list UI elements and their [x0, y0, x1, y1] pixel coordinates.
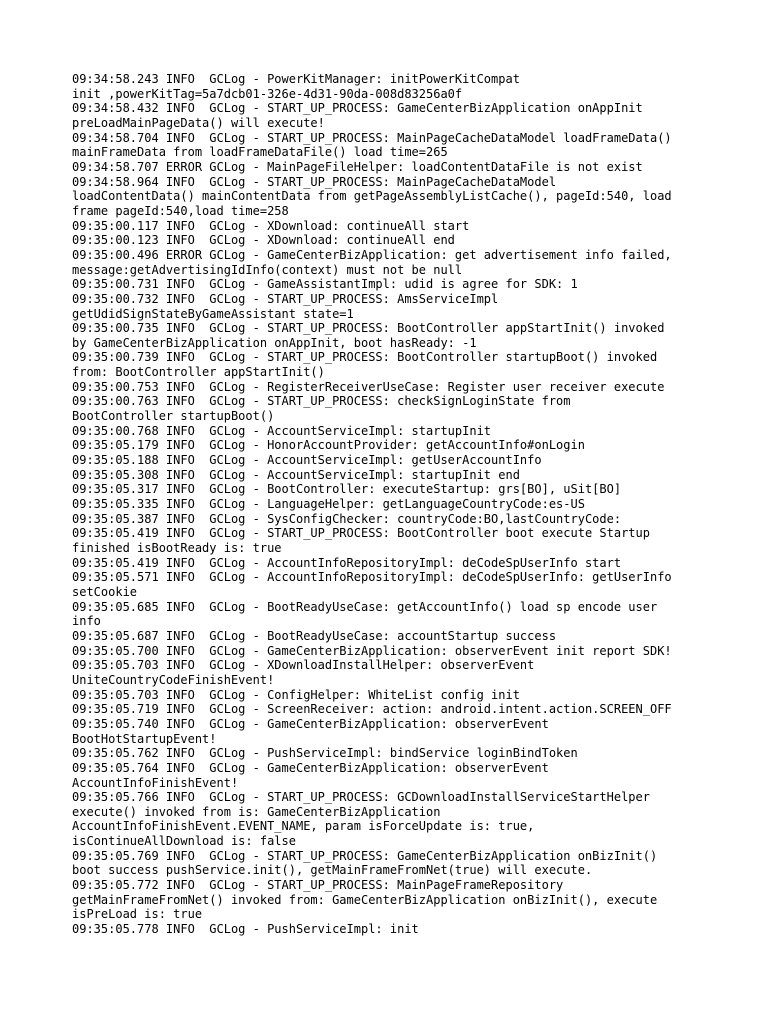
- log-line: 09:35:05.762 INFO GCLog - PushServiceImpl: bindService loginBindToken: [72, 746, 578, 761]
- log-line: 09:35:05.764 INFO GCLog - GameCenterBizApplication: observerEvent: [72, 760, 549, 775]
- log-line: 09:35:05.308 INFO GCLog - AccountServiceImpl: startupInit end: [72, 467, 520, 482]
- log-line: message:getAdvertisingIdInfo(context) must not be null: [72, 262, 463, 277]
- log-line: by GameCenterBizApplication onAppInit, boot hasReady: -1: [72, 335, 477, 350]
- log-line: 09:35:00.768 INFO GCLog - AccountServiceImpl: startupInit: [72, 423, 492, 438]
- log-line: 09:35:05.335 INFO GCLog - LanguageHelper: getLanguageCountryCode:es-US: [72, 497, 585, 512]
- log-line: finished isBootReady is: true: [72, 541, 282, 555]
- log-line: 09:35:05.687 INFO GCLog - BootReadyUseCase: accountStartup success: [72, 628, 557, 643]
- log-line: getUdidSignStateByGameAssistant state=1: [72, 306, 354, 321]
- log-line: 09:35:05.685 INFO GCLog - BootReadyUseCase: getAccountInfo() load sp encode user: [72, 599, 658, 614]
- log-line: 09:34:58.707 ERROR GCLog - MainPageFileHelper: loadContentDataFile is not exist: [72, 159, 643, 174]
- log-line: 09:35:00.123 INFO GCLog - XDownload: continueAll end: [72, 233, 455, 248]
- log-line: AccountInfoFinishEvent!: [72, 775, 239, 790]
- log-line: isPreLoad is: true: [72, 907, 203, 922]
- log-line: 09:35:05.772 INFO GCLog - START_UP_PROCESS: MainPageFrameRepository: [72, 878, 564, 893]
- log-line: 09:35:05.766 INFO GCLog - START_UP_PROCESS: GCDownloadInstallServiceStartHelper: [72, 790, 650, 805]
- log-line: 09:35:05.419 INFO GCLog - START_UP_PROCESS: BootController boot execute Startup: [72, 526, 650, 541]
- log-line: 09:35:05.719 INFO GCLog - ScreenReceiver: action: android.intent.action.SCREEN_OFF: [72, 702, 672, 717]
- log-line: 09:35:00.739 INFO GCLog - START_UP_PROCESS: BootController startupBoot() invoked: [72, 350, 658, 365]
- log-line: frame pageId:540,load time=258: [72, 203, 289, 218]
- log-line: 09:35:05.387 INFO GCLog - SysConfigChecker: countryCode:BO,lastCountryCode:: [72, 511, 622, 526]
- log-line: UniteCountryCodeFinishEvent!: [72, 672, 275, 687]
- log-line: 09:34:58.704 INFO GCLog - START_UP_PROCESS: MainPageCacheDataModel loadFrameData(): [72, 130, 672, 145]
- log-document: [72, 72, 712, 937]
- log-line: 09:34:58.243 INFO GCLog - PowerKitManager: initPowerKitCompat: [72, 72, 520, 86]
- log-line: 09:35:05.740 INFO GCLog - GameCenterBizApplication: observerEvent: [72, 716, 549, 731]
- log-line: mainFrameData from loadFrameDataFile() load time=265: [72, 145, 448, 160]
- log-line: 09:35:05.419 INFO GCLog - AccountInfoRepositoryImpl: deCodeSpUserInfo start: [72, 555, 622, 570]
- log-line: 09:35:05.317 INFO GCLog - BootController: executeStartup: grs[BO], uSit[BO]: [72, 482, 622, 497]
- log-line: 09:35:05.179 INFO GCLog - HonorAccountProvider: getAccountInfo#onLogin: [72, 438, 585, 453]
- log-line: init ,powerKitTag=5a7dcb01-326e-4d31-90da-008d83256a0f: [72, 86, 463, 101]
- log-line: 09:35:00.735 INFO GCLog - START_UP_PROCESS: BootController appStartInit() invoked: [72, 321, 665, 336]
- log-line: BootController startupBoot(): [72, 409, 275, 424]
- log-line: 09:35:05.703 INFO GCLog - ConfigHelper: WhiteList config init: [72, 687, 520, 702]
- log-line: BootHotStartupEvent!: [72, 731, 217, 746]
- log-line: 09:35:00.496 ERROR GCLog - GameCenterBizApplication: get advertisement info failed,: [72, 247, 672, 262]
- log-line: 09:35:05.703 INFO GCLog - XDownloadInstallHelper: observerEvent: [72, 658, 535, 673]
- log-line: from: BootController appStartInit(): [72, 365, 325, 380]
- log-line: 09:34:58.964 INFO GCLog - START_UP_PROCESS: MainPageCacheDataModel: [72, 174, 557, 189]
- log-line: setCookie: [72, 584, 138, 599]
- log-line: loadContentData() mainContentData from getPageAssemblyListCache(), pageId:540, load: [72, 189, 672, 204]
- log-line: 09:35:05.188 INFO GCLog - AccountServiceImpl: getUserAccountInfo: [72, 453, 542, 468]
- log-line: 09:35:05.571 INFO GCLog - AccountInfoRepositoryImpl: deCodeSpUserInfo: getUserInfo: [72, 570, 672, 585]
- log-line: preLoadMainPageData() will execute!: [72, 115, 325, 130]
- log-line: info: [72, 614, 101, 629]
- log-line: isContinueAllDownload is: false: [72, 834, 296, 849]
- log-line: 09:35:05.778 INFO GCLog - PushServiceImpl: init: [72, 922, 419, 937]
- log-line: 09:35:00.763 INFO GCLog - START_UP_PROCESS: checkSignLoginState from: [72, 394, 571, 409]
- log-line: 09:35:05.769 INFO GCLog - START_UP_PROCESS: GameCenterBizApplication onBizInit(): [72, 848, 658, 863]
- log-line: AccountInfoFinishEvent.EVENT_NAME, param isForceUpdate is: true,: [72, 819, 535, 834]
- log-line: boot success pushService.init(), getMainFrameFromNet(true) will execute.: [72, 863, 593, 878]
- log-line: 09:35:05.700 INFO GCLog - GameCenterBizApplication: observerEvent init report SDK!: [72, 643, 672, 658]
- log-line: 09:34:58.432 INFO GCLog - START_UP_PROCESS: GameCenterBizApplication onAppInit: [72, 101, 643, 116]
- log-line: 09:35:00.731 INFO GCLog - GameAssistantImpl: udid is agree for SDK: 1: [72, 277, 578, 292]
- log-line: getMainFrameFromNet() invoked from: GameCenterBizApplication onBizInit(), execute: [72, 892, 658, 907]
- log-line: execute() invoked from is: GameCenterBizApplication: [72, 804, 441, 819]
- log-line: 09:35:00.117 INFO GCLog - XDownload: continueAll start: [72, 218, 470, 233]
- log-line: 09:35:00.732 INFO GCLog - START_UP_PROCESS: AmsServiceImpl: [72, 291, 499, 306]
- log-line: 09:35:00.753 INFO GCLog - RegisterReceiverUseCase: Register user receiver execute: [72, 379, 665, 394]
